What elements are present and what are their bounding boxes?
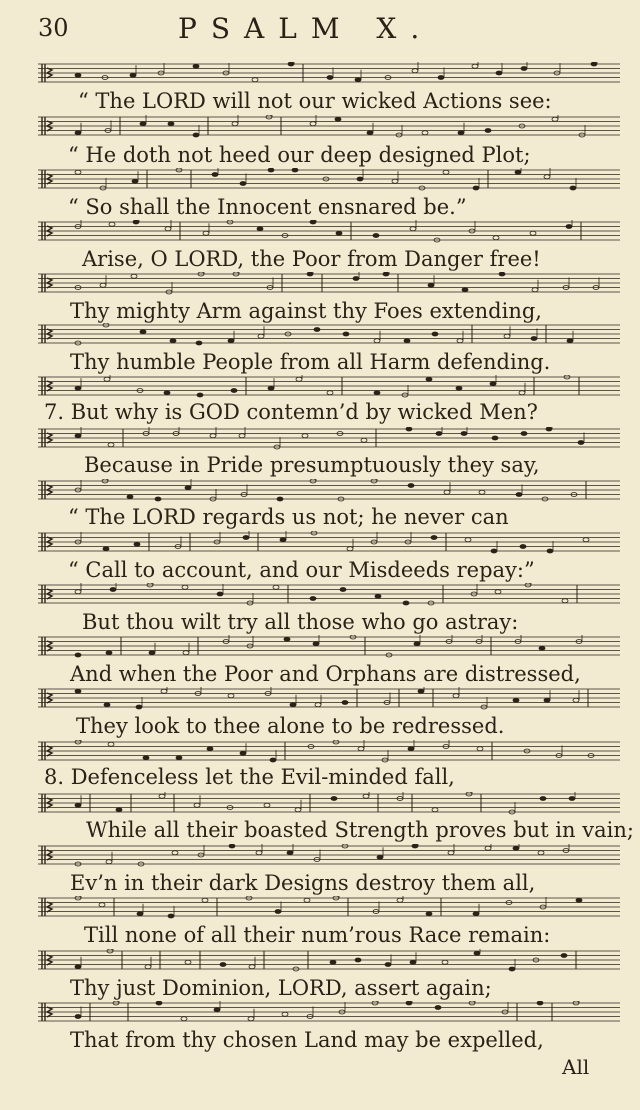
lyric-line: While all their boasted Strength proves but in vain;: [86, 818, 634, 842]
music-staff: [38, 479, 620, 503]
lyric-line: Ev’n in their dark Designs destroy them all,: [70, 871, 536, 895]
staff-lines: [38, 792, 620, 816]
staff-lines: [38, 531, 620, 555]
lyric-line: And when the Poor and Orphans are distressed,: [70, 662, 581, 686]
music-staff: [38, 792, 620, 816]
staff-lines: [38, 375, 620, 399]
music-staff: [38, 168, 620, 192]
lyric-line: Because in Pride presumptuously they say,: [84, 453, 540, 477]
staff-lines: [38, 635, 620, 659]
staff-lines: [38, 272, 620, 296]
staff-lines: [38, 323, 620, 347]
lyric-line: Thy mighty Arm against thy Foes extending,: [70, 299, 542, 323]
music-staff: [38, 687, 620, 711]
music-staff: [38, 1001, 620, 1025]
music-staff: [38, 220, 620, 244]
staff-lines: [38, 844, 620, 868]
staff-lines: [38, 740, 620, 764]
music-staff: [38, 115, 620, 139]
staff-lines: [38, 1001, 620, 1025]
music-staff: [38, 531, 620, 555]
lyric-line: Arise, O LORD, the Poor from Danger free!: [82, 247, 541, 271]
music-staff: [38, 323, 620, 347]
music-staff: [38, 272, 620, 296]
music-staff: [38, 740, 620, 764]
music-staff: [38, 635, 620, 659]
running-title: PSALM X.: [178, 12, 434, 45]
staff-lines: [38, 427, 620, 451]
lyric-line: 8. Defenceless let the Evil-minded fall,: [44, 765, 455, 789]
lyric-line: “ The LORD will not our wicked Actions see:: [78, 89, 552, 113]
staff-lines: [38, 896, 620, 920]
catchword: All: [562, 1055, 590, 1079]
music-staff: [38, 896, 620, 920]
staff-lines: [38, 687, 620, 711]
staff-lines: [38, 168, 620, 192]
lyric-line: “ So shall the Innocent ensnared be.”: [68, 195, 467, 219]
lyric-line: Thy just Dominion, LORD, assert again;: [70, 976, 492, 1000]
lyric-line: They look to thee alone to be redressed.: [76, 714, 505, 738]
lyric-line: “ Call to account, and our Misdeeds repay:”: [68, 558, 535, 582]
music-staff: [38, 62, 620, 86]
music-staff: [38, 427, 620, 451]
lyric-line: 7. But why is GOD contemn’d by wicked Men?: [44, 400, 538, 424]
staff-lines: [38, 220, 620, 244]
music-staff: [38, 844, 620, 868]
lyric-line: That from thy chosen Land may be expelled,: [70, 1028, 544, 1052]
music-staff: [38, 375, 620, 399]
lyric-line: But thou wilt try all those who go astray:: [82, 610, 519, 634]
staff-lines: [38, 949, 620, 973]
lyric-line: Thy humble People from all Harm defending.: [70, 350, 551, 374]
staff-lines: [38, 62, 620, 86]
staff-lines: [38, 115, 620, 139]
music-staff: [38, 583, 620, 607]
page-number: 30: [38, 14, 69, 42]
staff-lines: [38, 479, 620, 503]
lyric-line: Till none of all their num’rous Race remain:: [84, 923, 551, 947]
music-staff: [38, 949, 620, 973]
lyric-line: “ He doth not heed our deep designed Plot;: [68, 143, 531, 167]
staff-lines: [38, 583, 620, 607]
lyric-line: “ The LORD regards us not; he never can: [68, 505, 509, 529]
